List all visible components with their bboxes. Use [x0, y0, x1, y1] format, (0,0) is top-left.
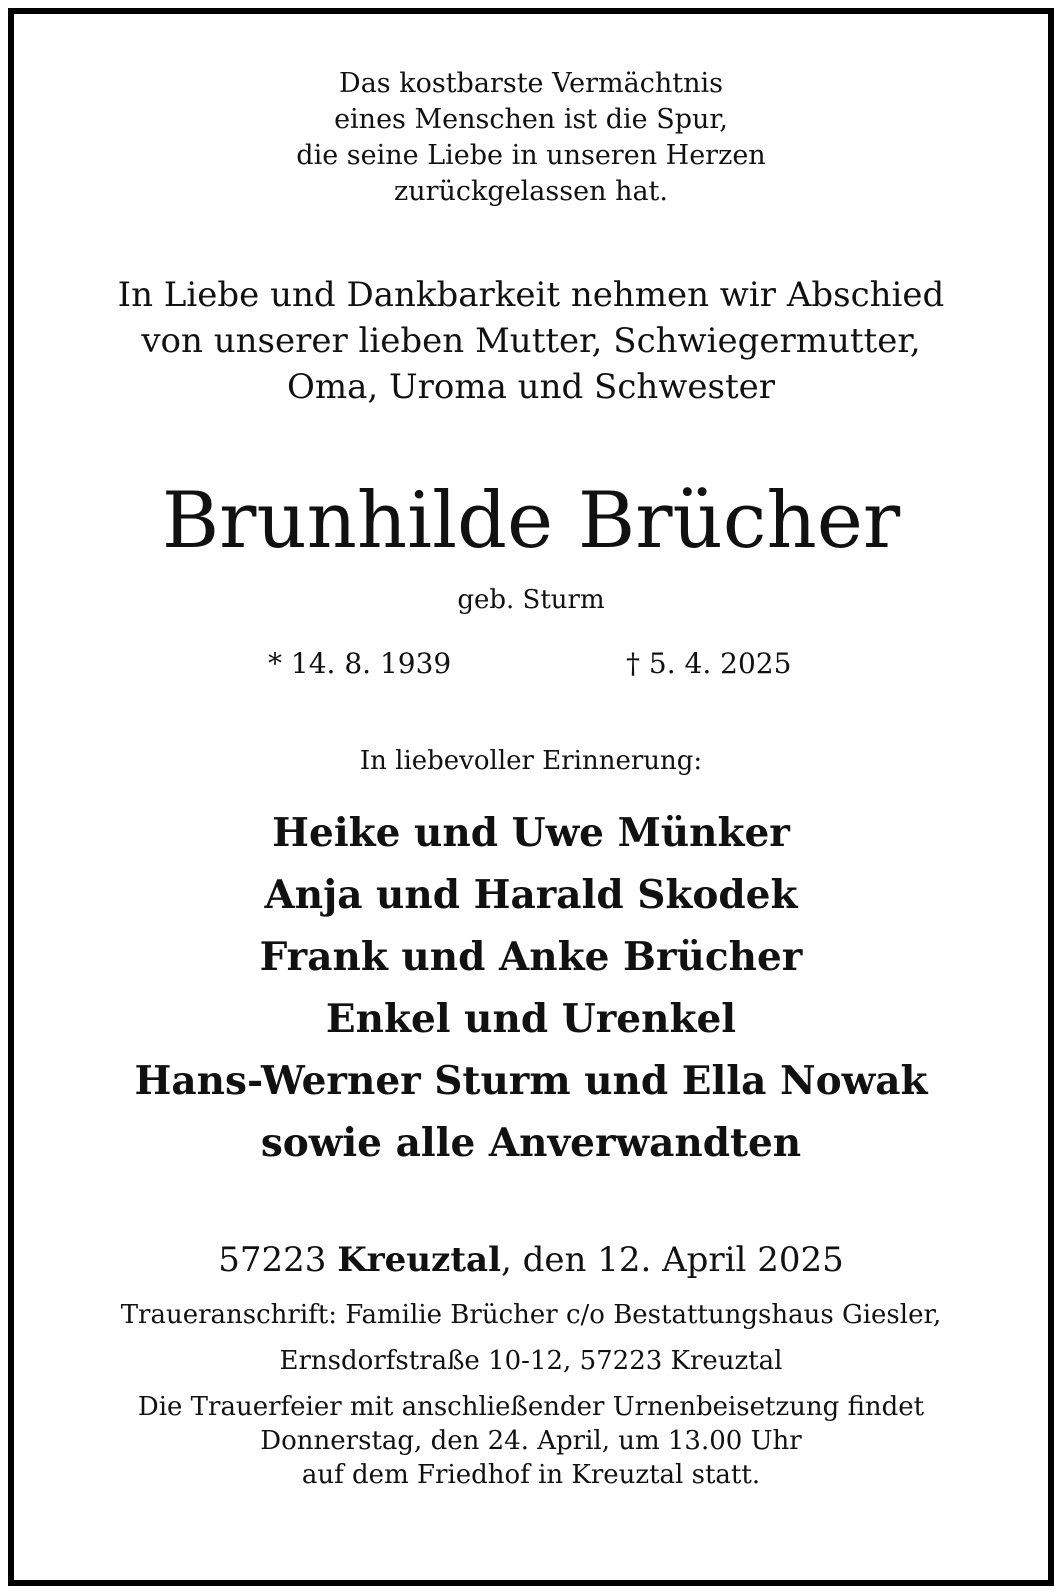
quote-line-3: die seine Liebe in unseren Herzen: [296, 140, 766, 171]
ceremony-line-2: Donnerstag, den 24. April, um 13.00 Uhr: [260, 1426, 802, 1456]
death-date: † 5. 4. 2025: [626, 647, 792, 680]
mourner-line-5: Hans-Werner Sturm und Ella Nowak: [134, 1058, 928, 1104]
birth-date: * 14. 8. 1939: [268, 647, 452, 680]
place-date: [14, 1238, 1048, 1282]
intro-line-2: von unserer lieben Mutter, Schwiegermutter,: [141, 321, 921, 361]
ceremony-line-3: auf dem Friedhof in Kreuztal statt.: [301, 1460, 761, 1490]
notice-border: [8, 8, 1054, 1586]
life-dates: [14, 644, 1048, 684]
intro-line-3: Oma, Uroma und Schwester: [286, 367, 775, 407]
quote-line-2: eines Menschen ist die Spur,: [334, 104, 728, 135]
mourner-line-2: Anja und Harald Skodek: [264, 872, 798, 918]
quote-line-4: zurückgelassen hat.: [394, 176, 668, 207]
postcode: 57223: [218, 1240, 338, 1280]
address-line-1: Traueranschrift: Familie Brücher c/o Bestattungshaus Giesler,: [120, 1300, 942, 1330]
mourner-line-1: Heike und Uwe Münker: [272, 810, 790, 856]
address-line-2: Ernsdorfstraße 10-12, 57223 Kreuztal: [279, 1346, 783, 1376]
mourner-line-6: sowie alle Anverwandten: [260, 1120, 802, 1166]
ceremony-line-1: Die Trauerfeier mit anschließender Urnenbeisetzung findet: [137, 1392, 925, 1422]
intro-line-1: In Liebe und Dankbarkeit nehmen wir Abschied: [117, 275, 945, 315]
mourner-line-4: Enkel und Urenkel: [325, 996, 737, 1042]
quote-line-1: Das kostbarste Vermächtnis: [339, 68, 723, 99]
obituary-notice: [14, 14, 1048, 1580]
notice-date: , den 12. April 2025: [501, 1240, 844, 1280]
mourner-line-3: Frank und Anke Brücher: [259, 934, 803, 980]
maiden-name: geb. Sturm: [457, 585, 605, 615]
memory-heading: In liebevoller Erinnerung:: [359, 746, 703, 776]
town: Kreuztal: [337, 1240, 501, 1280]
deceased-name: Brunhilde Brücher: [161, 476, 901, 566]
